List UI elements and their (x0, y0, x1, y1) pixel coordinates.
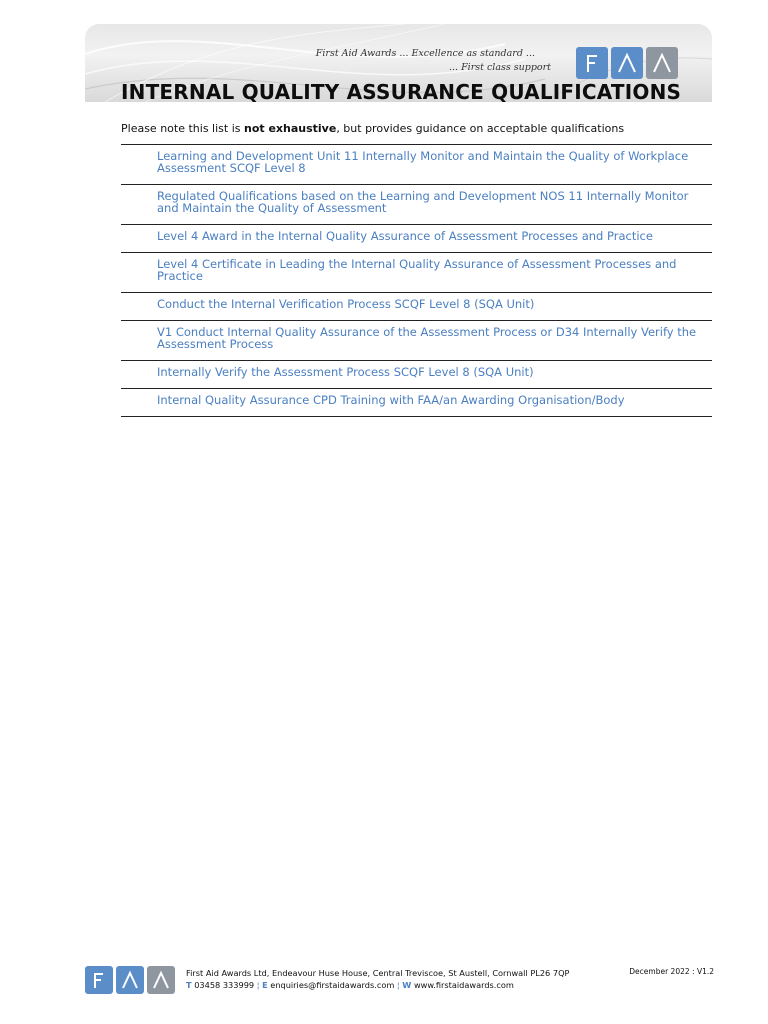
list-item: Learning and Development Unit 11 Internally Monitor and Maintain the Quality of Workplace Assessment SCQF Level 8 (121, 145, 712, 185)
list-item: Level 4 Award in the Internal Quality Assurance of Assessment Processes and Practice (121, 225, 712, 253)
list-item: Internally Verify the Assessment Process SCQF Level 8 (SQA Unit) (121, 361, 712, 389)
footer-separator: ¦ (396, 980, 400, 990)
footer-contact (186, 967, 569, 991)
logo-a-icon (147, 966, 175, 994)
list-item: Regulated Qualifications based on the Learning and Development NOS 11 Internally Monitor and Maintain the Quality of Assessment (121, 185, 712, 225)
list-item: Level 4 Certificate in Leading the Internal Quality Assurance of Assessment Processes and Practice (121, 253, 712, 293)
footer-email: enquiries@firstaidawards.com (270, 980, 395, 990)
document-version: December 2022 : V1.2 (629, 967, 714, 976)
logo-a-icon (646, 47, 678, 79)
footer-faa-logo (85, 966, 175, 994)
web-key: W (402, 980, 412, 990)
note-prefix: Please note this list is (121, 122, 244, 135)
logo-a-icon (611, 47, 643, 79)
list-item: Conduct the Internal Verification Process SCQF Level 8 (SQA Unit) (121, 293, 712, 321)
footer-website: www.firstaidawards.com (413, 980, 514, 990)
faa-logo (576, 47, 678, 79)
qualifications-list (121, 144, 712, 417)
guidance-note (121, 122, 624, 135)
logo-f-icon (85, 966, 113, 994)
header-tagline-2: ... First class support (449, 62, 551, 73)
footer-separator: ¦ (256, 980, 260, 990)
footer-contact-line (186, 979, 569, 991)
header-tagline-1: First Aid Awards ... Excellence as standard ... (315, 48, 535, 59)
footer-address: First Aid Awards Ltd, Endeavour Huse House, Central Treviscoe, St Austell, Cornwall PL26 7QP (186, 968, 570, 978)
note-emphasis: not exhaustive (243, 122, 337, 135)
phone-key: T (186, 980, 192, 990)
logo-f-icon (576, 47, 608, 79)
logo-a-icon (116, 966, 144, 994)
page-title: INTERNAL QUALITY ASSURANCE QUALIFICATIONS (121, 80, 682, 104)
list-item: V1 Conduct Internal Quality Assurance of the Assessment Process or D34 Internally Verify the Assessment Process (121, 321, 712, 361)
list-item: Internal Quality Assurance CPD Training with FAA/an Awarding Organisation/Body (121, 389, 712, 417)
footer-phone: 03458 333999 (194, 980, 255, 990)
email-key: E (262, 980, 268, 990)
note-suffix: , but provides guidance on acceptable qualifications (336, 122, 625, 135)
